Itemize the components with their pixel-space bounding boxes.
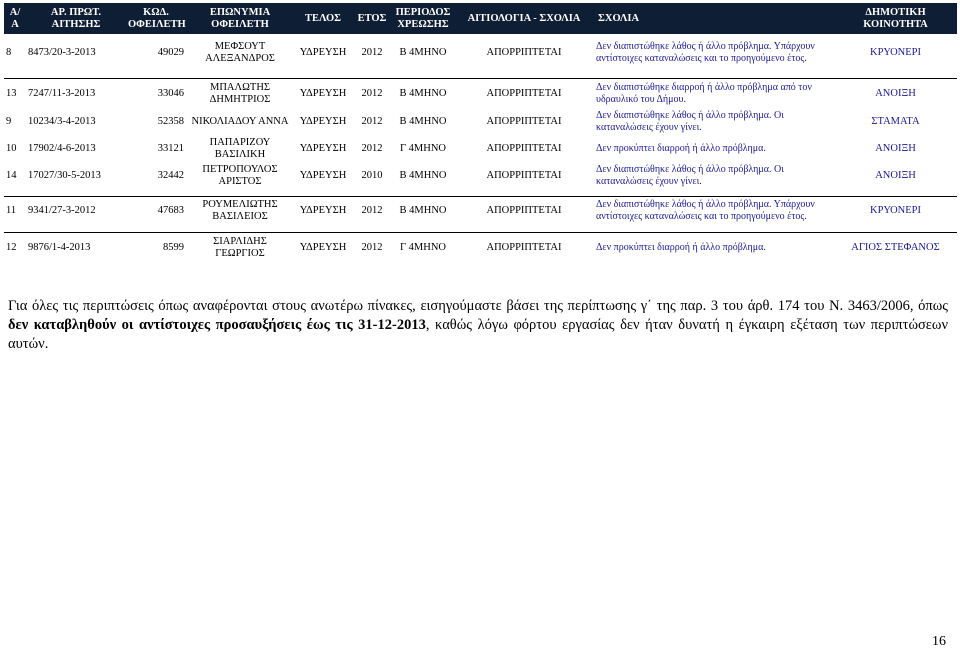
cell-code: 47683: [126, 196, 186, 226]
cell-period: Β 4ΜΗΝΟ: [392, 196, 454, 226]
cell-reason: ΑΠΟΡΡΙΠΤΕΤΑΙ: [486, 142, 562, 154]
cell-aa: 8: [6, 47, 12, 58]
cell-fee: ΥΔΡΕΥΣΗ: [299, 169, 347, 181]
cell-protocol: 17027/30-5-2013: [28, 169, 101, 181]
cell-reason: ΑΠΟΡΡΙΠΤΕΤΑΙ: [486, 169, 562, 181]
header-reason: ΑΙΤΙΟΛΟΓΙΑ - ΣΧΟΛΙΑ: [454, 3, 594, 34]
cell-name: ΠΑΠΑΡΙΖΟΥ ΒΑΣΙΛΙΚΗ: [209, 136, 271, 160]
cell-name: ΡΟΥΜΕΛΙΩΤΗΣ ΒΑΣΙΛΕΙΟΣ: [186, 196, 294, 226]
recommendation-text-bold: δεν καταβληθούν οι αντίστοιχες προσαυξήσεις έως τις 31-12-2013: [8, 316, 426, 333]
cell-fee: ΥΔΡΕΥΣΗ: [299, 116, 347, 127]
cell-code: 8599: [126, 233, 186, 263]
cell-name: ΣΙΑΡΛΙΔΗΣ ΓΕΩΡΓΙΟΣ: [186, 233, 294, 263]
cell-community: ΑΝΟΙΞΗ: [875, 142, 916, 154]
cell-period: Β 4ΜΗΝΟ: [399, 47, 447, 58]
table-row: [4, 233, 957, 263]
cell-protocol: 9876/1-4-2013: [26, 233, 126, 263]
cell-protocol: 17902/4-6-2013: [28, 142, 96, 154]
cell-protocol: 10234/3-4-2013: [28, 116, 96, 127]
recommendation-text-end: , καθώς λόγω φόρτου εργασίας δεν ήταν δυνατή η έγκαιρη εξέταση των περιπτώσεων αυτών.: [8, 316, 949, 352]
cell-protocol: 9341/27-3-2012: [26, 196, 126, 226]
cell-name: ΠΕΤΡΟΠΟΥΛΟΣ ΑΡΙΣΤΟΣ: [202, 163, 278, 187]
cell-community: ΚΡΥΟΝΕΡΙ: [834, 196, 957, 226]
header-period: ΠΕΡΙΟΔΟΣ ΧΡΕΩΣΗΣ: [392, 3, 454, 34]
table-header-row: [4, 3, 957, 34]
cell-fee: ΥΔΡΕΥΣΗ: [294, 196, 352, 226]
cell-comment: Δεν διαπιστώθηκε λάθος ή άλλο πρόβλημα. Οι καταναλώσεις έχουν γίνει.: [596, 110, 784, 133]
cell-year: 2012: [352, 196, 392, 226]
cell-code: 33046: [126, 79, 186, 109]
cell-period: Β 4ΜΗΝΟ: [399, 116, 447, 127]
cell-comment: Δεν διαπιστώθηκε διαρροή ή άλλο πρόβλημα από τον υδραυλικό του Δήμου.: [594, 79, 834, 109]
cell-reason: ΑΠΟΡΡΙΠΤΕΤΑΙ: [486, 116, 562, 127]
table-row: [4, 79, 957, 109]
cell-period: Β 4ΜΗΝΟ: [399, 169, 447, 181]
recommendation-paragraph: [8, 297, 948, 354]
cell-comment: Δεν προκύπτει διαρροή ή άλλο πρόβλημα.: [596, 142, 766, 154]
header-comments: ΣΧΟΛΙΑ: [594, 3, 834, 34]
cell-year: 2012: [352, 233, 392, 263]
cell-aa: 10: [6, 142, 17, 154]
cell-comment: Δεν διαπιστώθηκε λάθος ή άλλο πρόβλημα. Οι καταναλώσεις έχουν γίνει.: [596, 163, 784, 187]
cell-period: Β 4ΜΗΝΟ: [392, 79, 454, 109]
cell-year: 2012: [352, 79, 392, 109]
cell-name: ΜΕΦΣΟΥΤ ΑΛΕΞΑΝΔΡΟΣ: [205, 41, 275, 64]
cell-protocol: 8473/20-3-2013: [28, 47, 96, 58]
cell-community: ΑΝΟΙΞΗ: [875, 169, 916, 181]
header-community: ΔΗΜΟΤΙΚΗ ΚΟΙΝΟΤΗΤΑ: [834, 3, 957, 34]
header-code: ΚΩΔ. ΟΦΕΙΛΕΤΗ: [126, 3, 186, 34]
cell-aa: 12: [4, 233, 26, 263]
cell-comment: Δεν διαπιστώθηκε λάθος ή άλλο πρόβλημα. Υπάρχουν αντίστοιχες καταναλώσεις και το προηγούμενο έτος.: [594, 196, 834, 226]
recommendation-text-start: Για όλες τις περιπτώσεις όπως αναφέρονται στους ανωτέρω πίνακες, εισηγούμαστε βάσει της περίπτωσης γ΄ της παρ. 3 του άρθ. 174 του Ν. 3463/2006, όπως: [8, 297, 948, 314]
cell-code: 49029: [157, 47, 184, 58]
cell-aa: 14: [6, 169, 17, 181]
cell-fee: ΥΔΡΕΥΣΗ: [294, 79, 352, 109]
cell-code: 32442: [157, 169, 184, 181]
cell-year: 2012: [361, 142, 383, 154]
cell-year: 2012: [361, 116, 383, 127]
page-number: 16: [932, 634, 946, 649]
cell-comment: Δεν προκύπτει διαρροή ή άλλο πρόβλημα.: [594, 233, 834, 263]
cell-reason: ΑΠΟΡΡΙΠΤΕΤΑΙ: [454, 79, 594, 109]
cell-comment: Δεν διαπιστώθηκε λάθος ή άλλο πρόβλημα. Υπάρχουν αντίστοιχες καταναλώσεις και το προηγούμενο έτος.: [596, 41, 815, 64]
cell-community: ΑΝΟΙΞΗ: [834, 79, 957, 109]
cell-fee: ΥΔΡΕΥΣΗ: [299, 142, 347, 154]
header-protocol: ΑΡ. ΠΡΩΤ. ΑΙΤΗΣΗΣ: [26, 3, 126, 34]
cell-year: 2010: [361, 169, 383, 181]
cell-fee: ΥΔΡΕΥΣΗ: [299, 47, 347, 58]
cell-protocol: 7247/11-3-2013: [26, 79, 126, 109]
cell-aa: 13: [4, 79, 26, 109]
cell-reason: ΑΠΟΡΡΙΠΤΕΤΑΙ: [454, 196, 594, 226]
cell-name: ΝΙΚΟΛΙΑΔΟΥ ΑΝΝΑ: [191, 116, 289, 127]
cell-community: ΑΓΙΟΣ ΣΤΕΦΑΝΟΣ: [834, 233, 957, 263]
table-row: [4, 109, 957, 136]
appeals-table: [4, 3, 957, 263]
header-fee: ΤΕΛΟΣ: [294, 3, 352, 34]
cell-community: ΣΤΑΜΑΤΑ: [871, 116, 920, 127]
cell-period: Γ 4ΜΗΝΟ: [392, 233, 454, 263]
cell-community: ΚΡΥΟΝΕΡΙ: [870, 47, 921, 58]
cell-name: ΜΠΑΛΩΤΗΣ ΔΗΜΗΤΡΙΟΣ: [186, 79, 294, 109]
cell-code: 52358: [157, 116, 184, 127]
table-row: [4, 196, 957, 226]
cell-fee: ΥΔΡΕΥΣΗ: [294, 233, 352, 263]
header-aa: Α/Α: [4, 3, 26, 34]
cell-reason: ΑΠΟΡΡΙΠΤΕΤΑΙ: [454, 233, 594, 263]
cell-code: 33121: [157, 142, 184, 154]
table-row: [4, 162, 957, 190]
cell-period: Γ 4ΜΗΝΟ: [399, 142, 447, 154]
header-name: ΕΠΩΝΥΜΙΑ ΟΦΕΙΛΕΤΗ: [186, 3, 294, 34]
cell-aa: 9: [6, 116, 12, 127]
cell-year: 2012: [361, 47, 383, 58]
cell-reason: ΑΠΟΡΡΙΠΤΕΤΑΙ: [486, 47, 562, 58]
cell-aa: 11: [4, 196, 26, 226]
header-year: ΕΤΟΣ: [352, 3, 392, 34]
table-row: [4, 136, 957, 162]
table-row: [4, 34, 957, 72]
